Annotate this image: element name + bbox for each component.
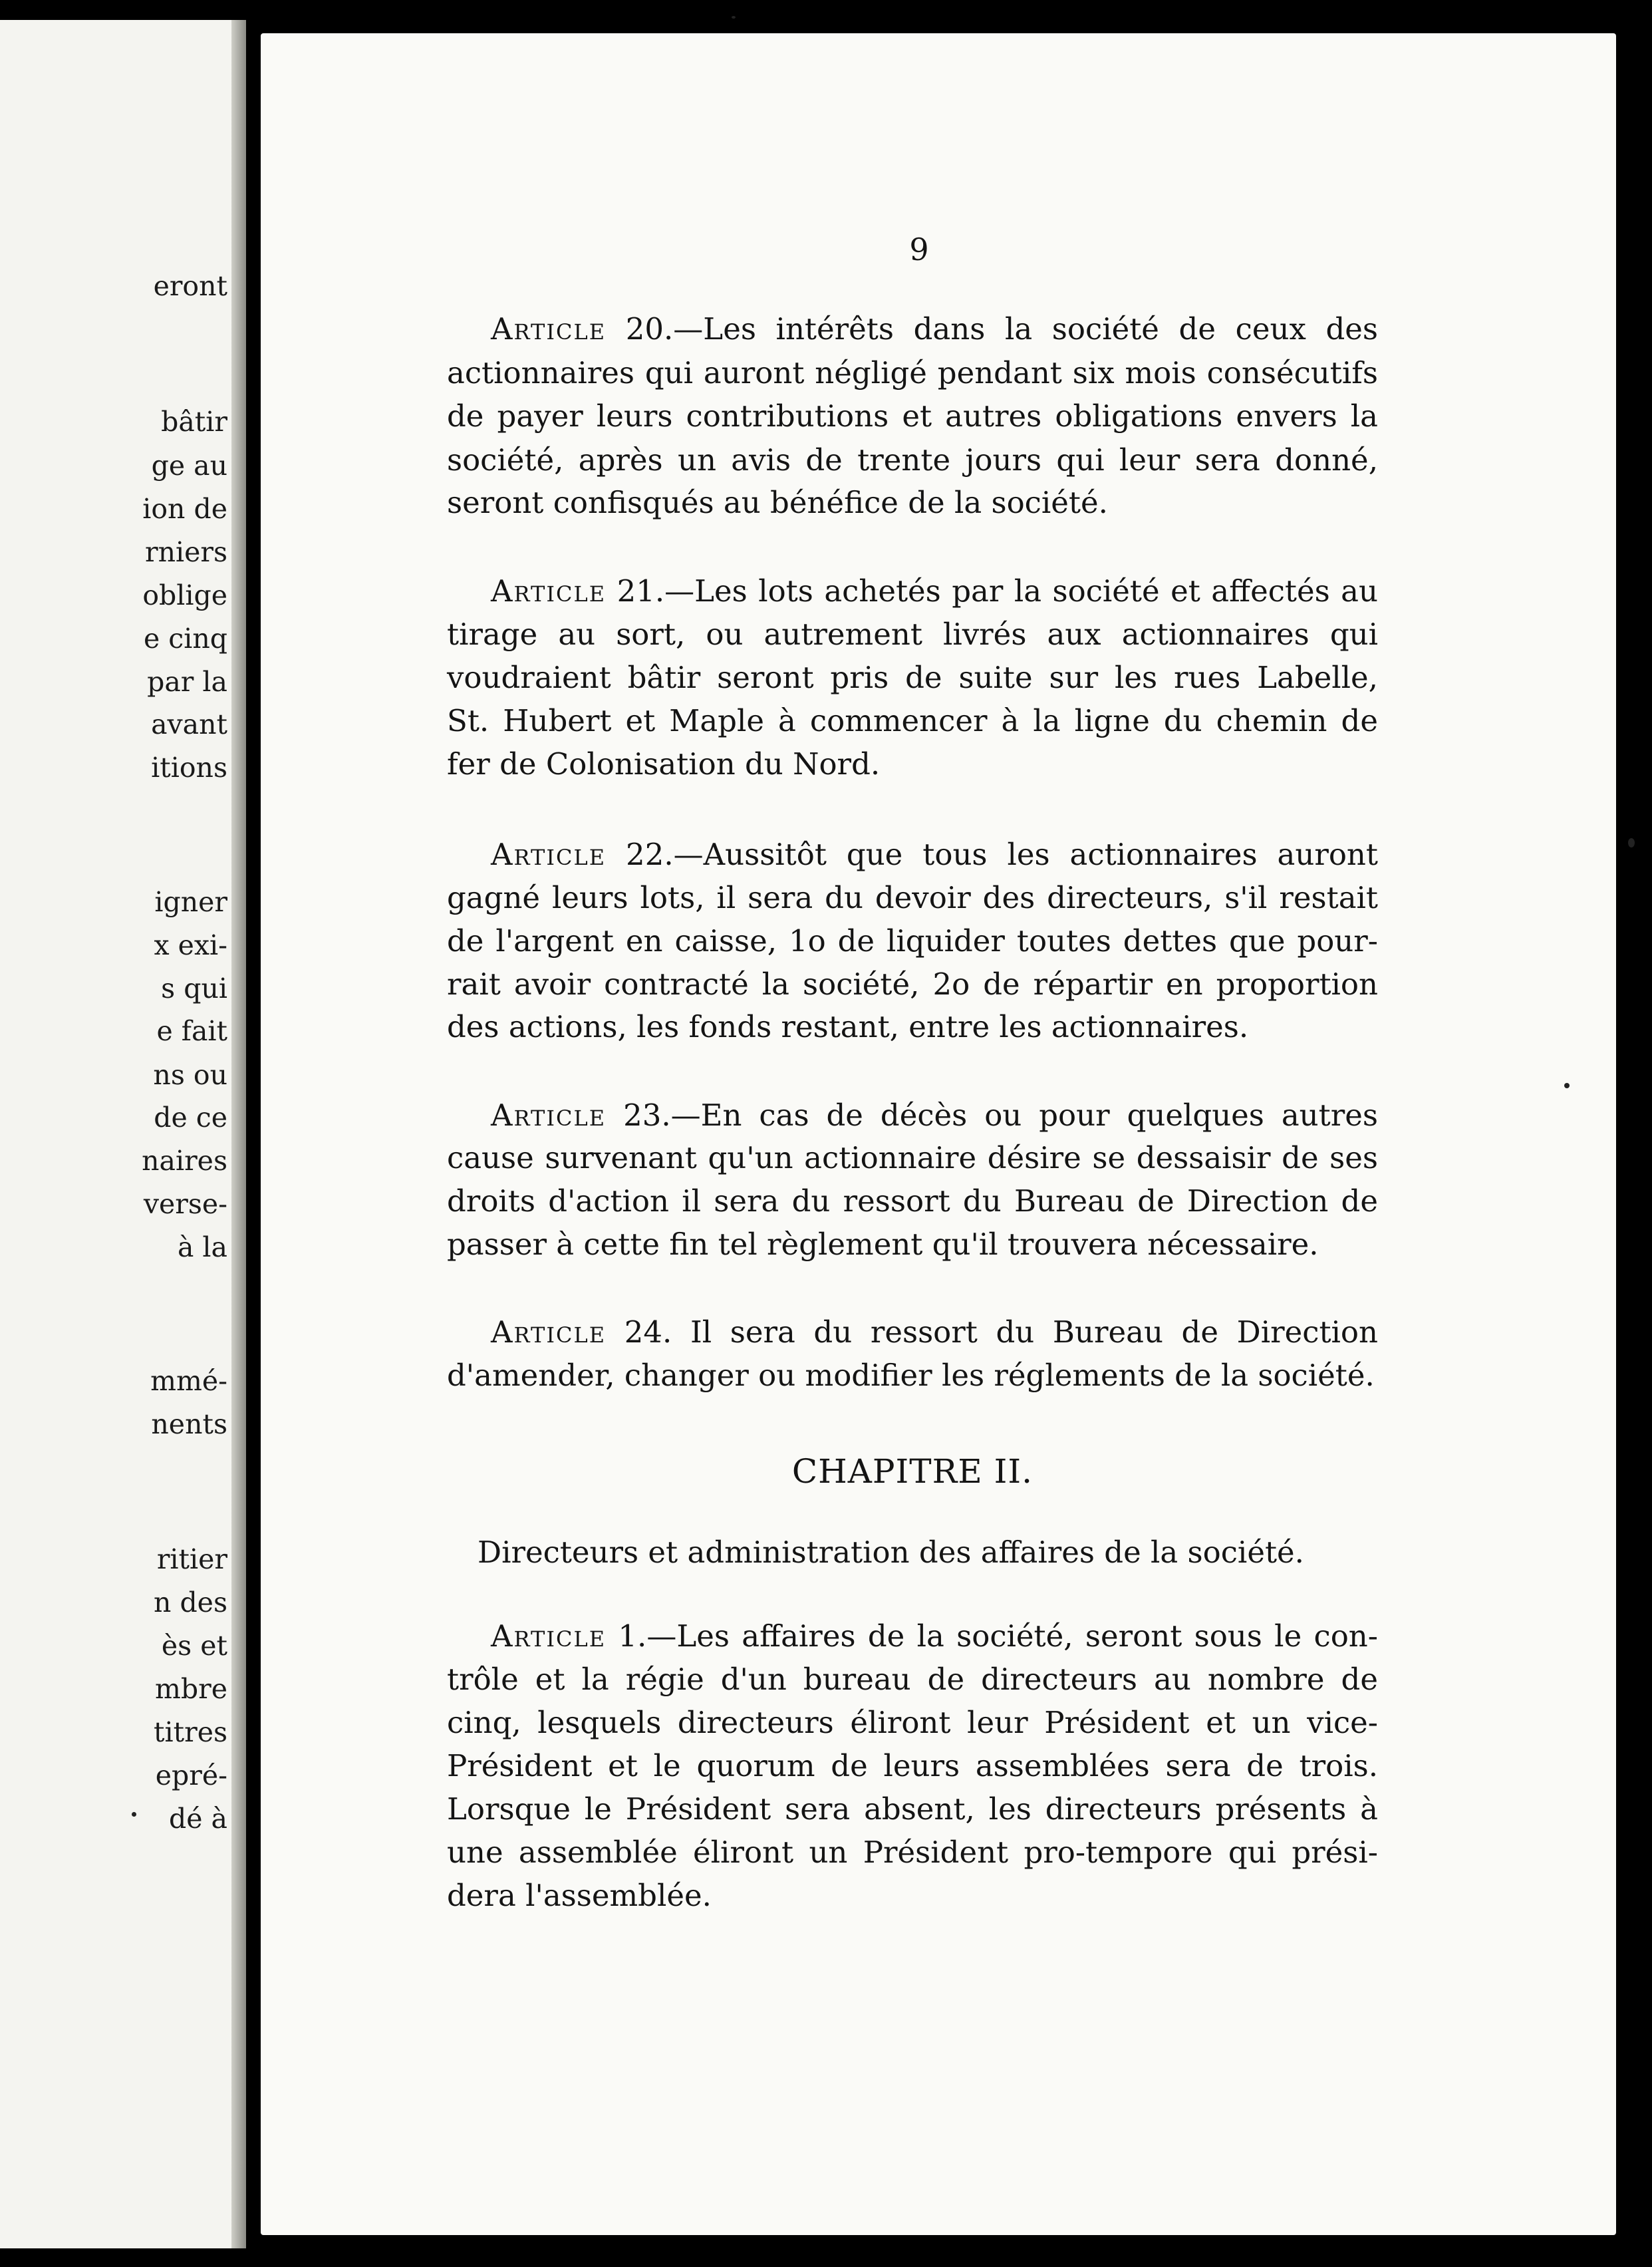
- article-label: Article: [491, 311, 607, 347]
- article-first-line: Article 1.—Les affaires de la société, seront sous le con-: [491, 1618, 1378, 1654]
- left-page-text-fragment: ns ou: [153, 1059, 227, 1091]
- article-label: Article: [491, 1314, 607, 1350]
- article-label: Article: [491, 573, 607, 609]
- article-first-line: Article 21.—Les lots achetés par la société et affectés au: [491, 573, 1378, 609]
- article-line: trôle et la régie d'un bureau de directeurs au nombre de: [447, 1662, 1378, 1697]
- left-page-text-fragment: dé à: [169, 1803, 227, 1835]
- page-gutter: [231, 20, 246, 2248]
- left-page-text-fragment: de ce: [154, 1102, 227, 1134]
- left-page-text-fragment: e fait: [156, 1015, 227, 1047]
- article-line: de payer leurs contributions et autres obligations envers la: [447, 398, 1378, 434]
- left-page-text-fragment: nents: [151, 1408, 227, 1440]
- article-line: passer à cette fin tel règlement qu'il trouvera nécessaire.: [447, 1227, 1319, 1262]
- article-label: Article: [491, 837, 607, 872]
- left-page-text-fragment: ritier: [156, 1543, 227, 1575]
- article-line: des actions, les fonds restant, entre les actionnaires.: [447, 1009, 1249, 1044]
- article-line: cinq, lesquels directeurs éliront leur Président et un vice-: [447, 1705, 1378, 1740]
- left-page-text-fragment: n des: [154, 1587, 227, 1618]
- article-line: dera l'assemblée.: [447, 1878, 712, 1913]
- article-line: gagné leurs lots, il sera du devoir des directeurs, s'il restait: [447, 880, 1378, 915]
- article-first-line: Article 23.—En cas de décès ou pour quelques autres: [491, 1098, 1378, 1133]
- previous-page-fragment: [0, 20, 246, 2248]
- scan-speck: [132, 1812, 136, 1817]
- left-page-text-fragment: ès et: [161, 1630, 227, 1662]
- left-page-text-fragment: epré-: [155, 1759, 227, 1791]
- article-line: tirage au sort, ou autrement livrés aux actionnaires qui: [447, 617, 1378, 652]
- left-page-text-fragment: naires: [142, 1145, 227, 1177]
- left-page-text-fragment: titres: [154, 1716, 227, 1748]
- left-page-text-fragment: rniers: [144, 536, 227, 568]
- left-page-text-fragment: avant: [151, 708, 227, 740]
- scan-speck: [1564, 1083, 1570, 1088]
- left-page-text-fragment: à la: [177, 1231, 227, 1263]
- left-page-text-fragment: itions: [151, 752, 227, 784]
- left-page-text-fragment: s qui: [161, 973, 227, 1004]
- chapter-subheading: Directeurs et administration des affaires de la société.: [478, 1535, 1304, 1570]
- left-page-text-fragment: ion de: [142, 493, 227, 525]
- article-label: Article: [491, 1618, 607, 1654]
- article-line: Lorsque le Président sera absent, les directeurs présents à: [447, 1791, 1378, 1827]
- left-page-text-fragment: oblige: [142, 579, 227, 611]
- article-first-line: Article 22.—Aussitôt que tous les actionnaires auront: [491, 837, 1378, 872]
- left-page-text-fragment: e cinq: [143, 623, 227, 655]
- page-number: 9: [909, 231, 929, 267]
- article-line: voudraient bâtir seront pris de suite sur les rues Labelle,: [447, 660, 1378, 695]
- left-page-text-fragment: igner: [154, 886, 227, 918]
- article-line: fer de Colonisation du Nord.: [447, 746, 881, 782]
- article-line: de l'argent en caisse, 1o de liquider toutes dettes que pour-: [447, 923, 1378, 959]
- left-page-text-fragment: x exi-: [154, 929, 227, 961]
- article-first-line: Article 24. Il sera du ressort du Bureau de Direction: [491, 1314, 1378, 1350]
- scan-speck: [732, 16, 736, 19]
- article-line: actionnaires qui auront négligé pendant six mois consécutifs: [447, 355, 1378, 390]
- article-line: rait avoir contracté la société, 2o de répartir en proportion: [447, 967, 1378, 1002]
- article-line: droits d'action il sera du ressort du Bureau de Direction de: [447, 1183, 1378, 1219]
- left-page-text-fragment: verse-: [143, 1188, 227, 1220]
- article-line: cause survenant qu'un actionnaire désire se dessaisir de ses: [447, 1140, 1378, 1175]
- article-line: une assemblée éliront un Président pro-tempore qui prési-: [447, 1835, 1378, 1870]
- scan-speck: [1628, 838, 1635, 847]
- left-page-text-fragment: mbre: [155, 1673, 227, 1705]
- article-line: St. Hubert et Maple à commencer à la ligne du chemin de: [447, 703, 1378, 738]
- article-line: seront confisqués au bénéfice de la société.: [447, 485, 1108, 520]
- article-line: d'amender, changer ou modifier les réglements de la société.: [447, 1358, 1375, 1393]
- chapter-heading: CHAPITRE II.: [791, 1452, 1033, 1491]
- left-page-text-fragment: bâtir: [161, 406, 227, 438]
- left-page-text-fragment: ge au: [151, 450, 227, 482]
- left-page-text-fragment: par la: [147, 666, 227, 698]
- article-label: Article: [491, 1098, 607, 1133]
- left-page-text-fragment: eront: [153, 270, 227, 302]
- article-first-line: Article 20.—Les intérêts dans la société de ceux des: [491, 311, 1378, 347]
- left-page-text-fragment: mmé-: [150, 1365, 227, 1397]
- article-line: Président et le quorum de leurs assemblées sera de trois.: [447, 1748, 1378, 1783]
- article-line: société, après un avis de trente jours qui leur sera donné,: [447, 442, 1378, 478]
